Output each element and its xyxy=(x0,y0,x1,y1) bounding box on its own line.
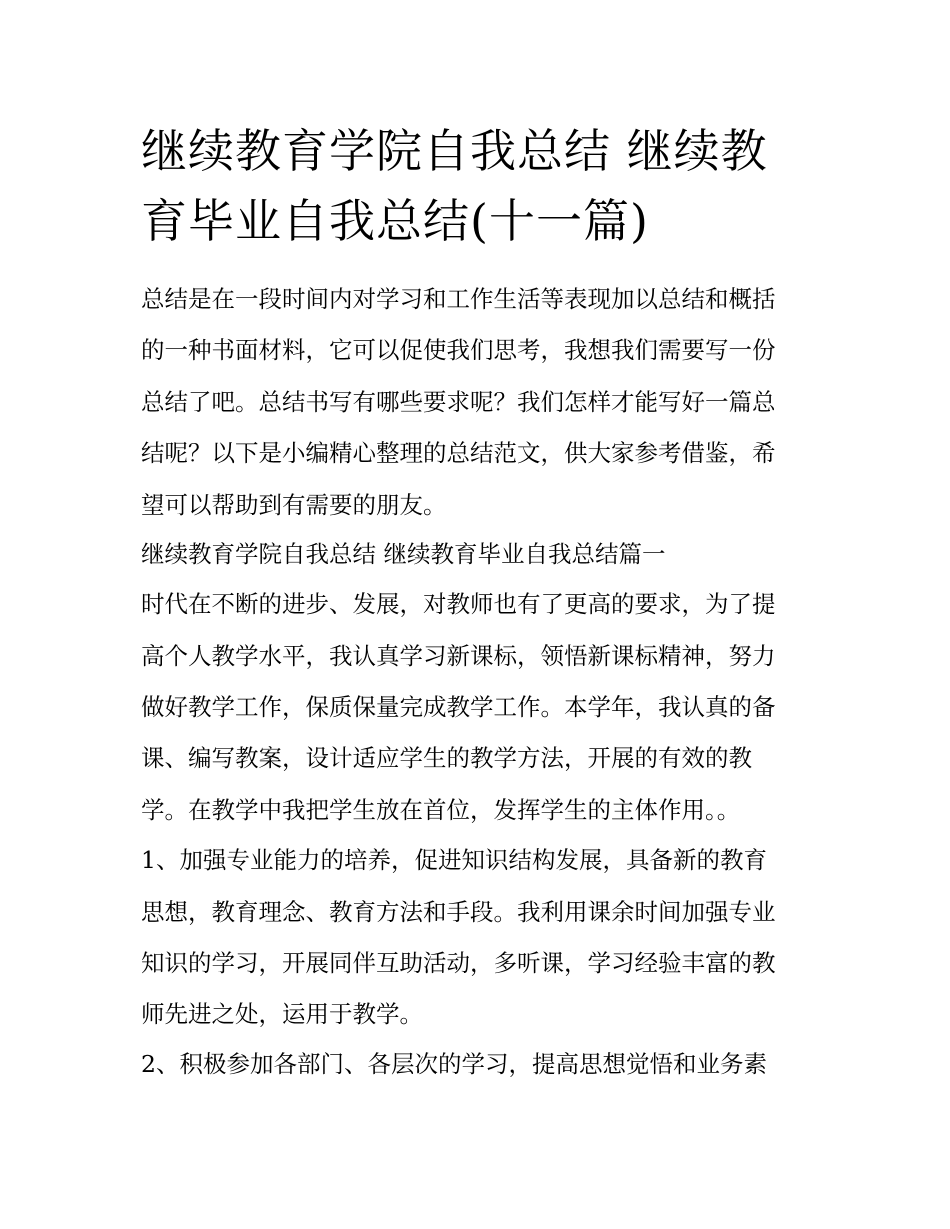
text-line: 望可以帮助到有需要的朋友。 xyxy=(141,491,447,519)
section-heading: 继续教育学院自我总结 继续教育毕业自我总结篇一 xyxy=(141,540,666,568)
text-line: 思想，教育理念、教育方法和手段。我利用课余时间加强专业 xyxy=(141,898,776,926)
document-title xyxy=(141,116,821,256)
text-line: 课、编写教案，设计适应学生的教学方法，开展的有效的教 xyxy=(141,744,752,772)
text-line: 总结是在一段时间内对学习和工作生活等表现加以总结和概括 xyxy=(141,285,776,313)
title-line: 育毕业自我总结(十一篇) xyxy=(141,194,649,248)
text-line: 1、加强专业能力的培养，促进知识结构发展，具备新的教育 xyxy=(141,846,767,874)
text-line: 总结了吧。总结书写有哪些要求呢？我们怎样才能写好一篇总 xyxy=(141,388,776,416)
text-line: 2、积极参加各部门、各层次的学习，提高思想觉悟和业务素 xyxy=(141,1050,767,1078)
text-line: 做好教学工作，保质保量完成教学工作。本学年，我认真的备 xyxy=(141,693,776,721)
text-line: 师先进之处，运用于教学。 xyxy=(141,1000,423,1028)
title-line: 继续教育学院自我总结 继续教 xyxy=(141,124,768,178)
text-line: 时代在不断的进步、发展，对教师也有了更高的要求，为了提 xyxy=(141,590,776,618)
text-line: 知识的学习，开展同伴互助活动，多听课，学习经验丰富的教 xyxy=(141,949,776,977)
text-line: 的一种书面材料，它可以促使我们思考，我想我们需要写一份 xyxy=(141,336,776,364)
text-line: 高个人教学水平，我认真学习新课标，领悟新课标精神，努力 xyxy=(141,642,776,670)
text-line: 结呢？以下是小编精心整理的总结范文，供大家参考借鉴，希 xyxy=(141,439,776,467)
text-line: 学。在教学中我把学生放在首位，发挥学生的主体作用。。 xyxy=(141,796,741,824)
